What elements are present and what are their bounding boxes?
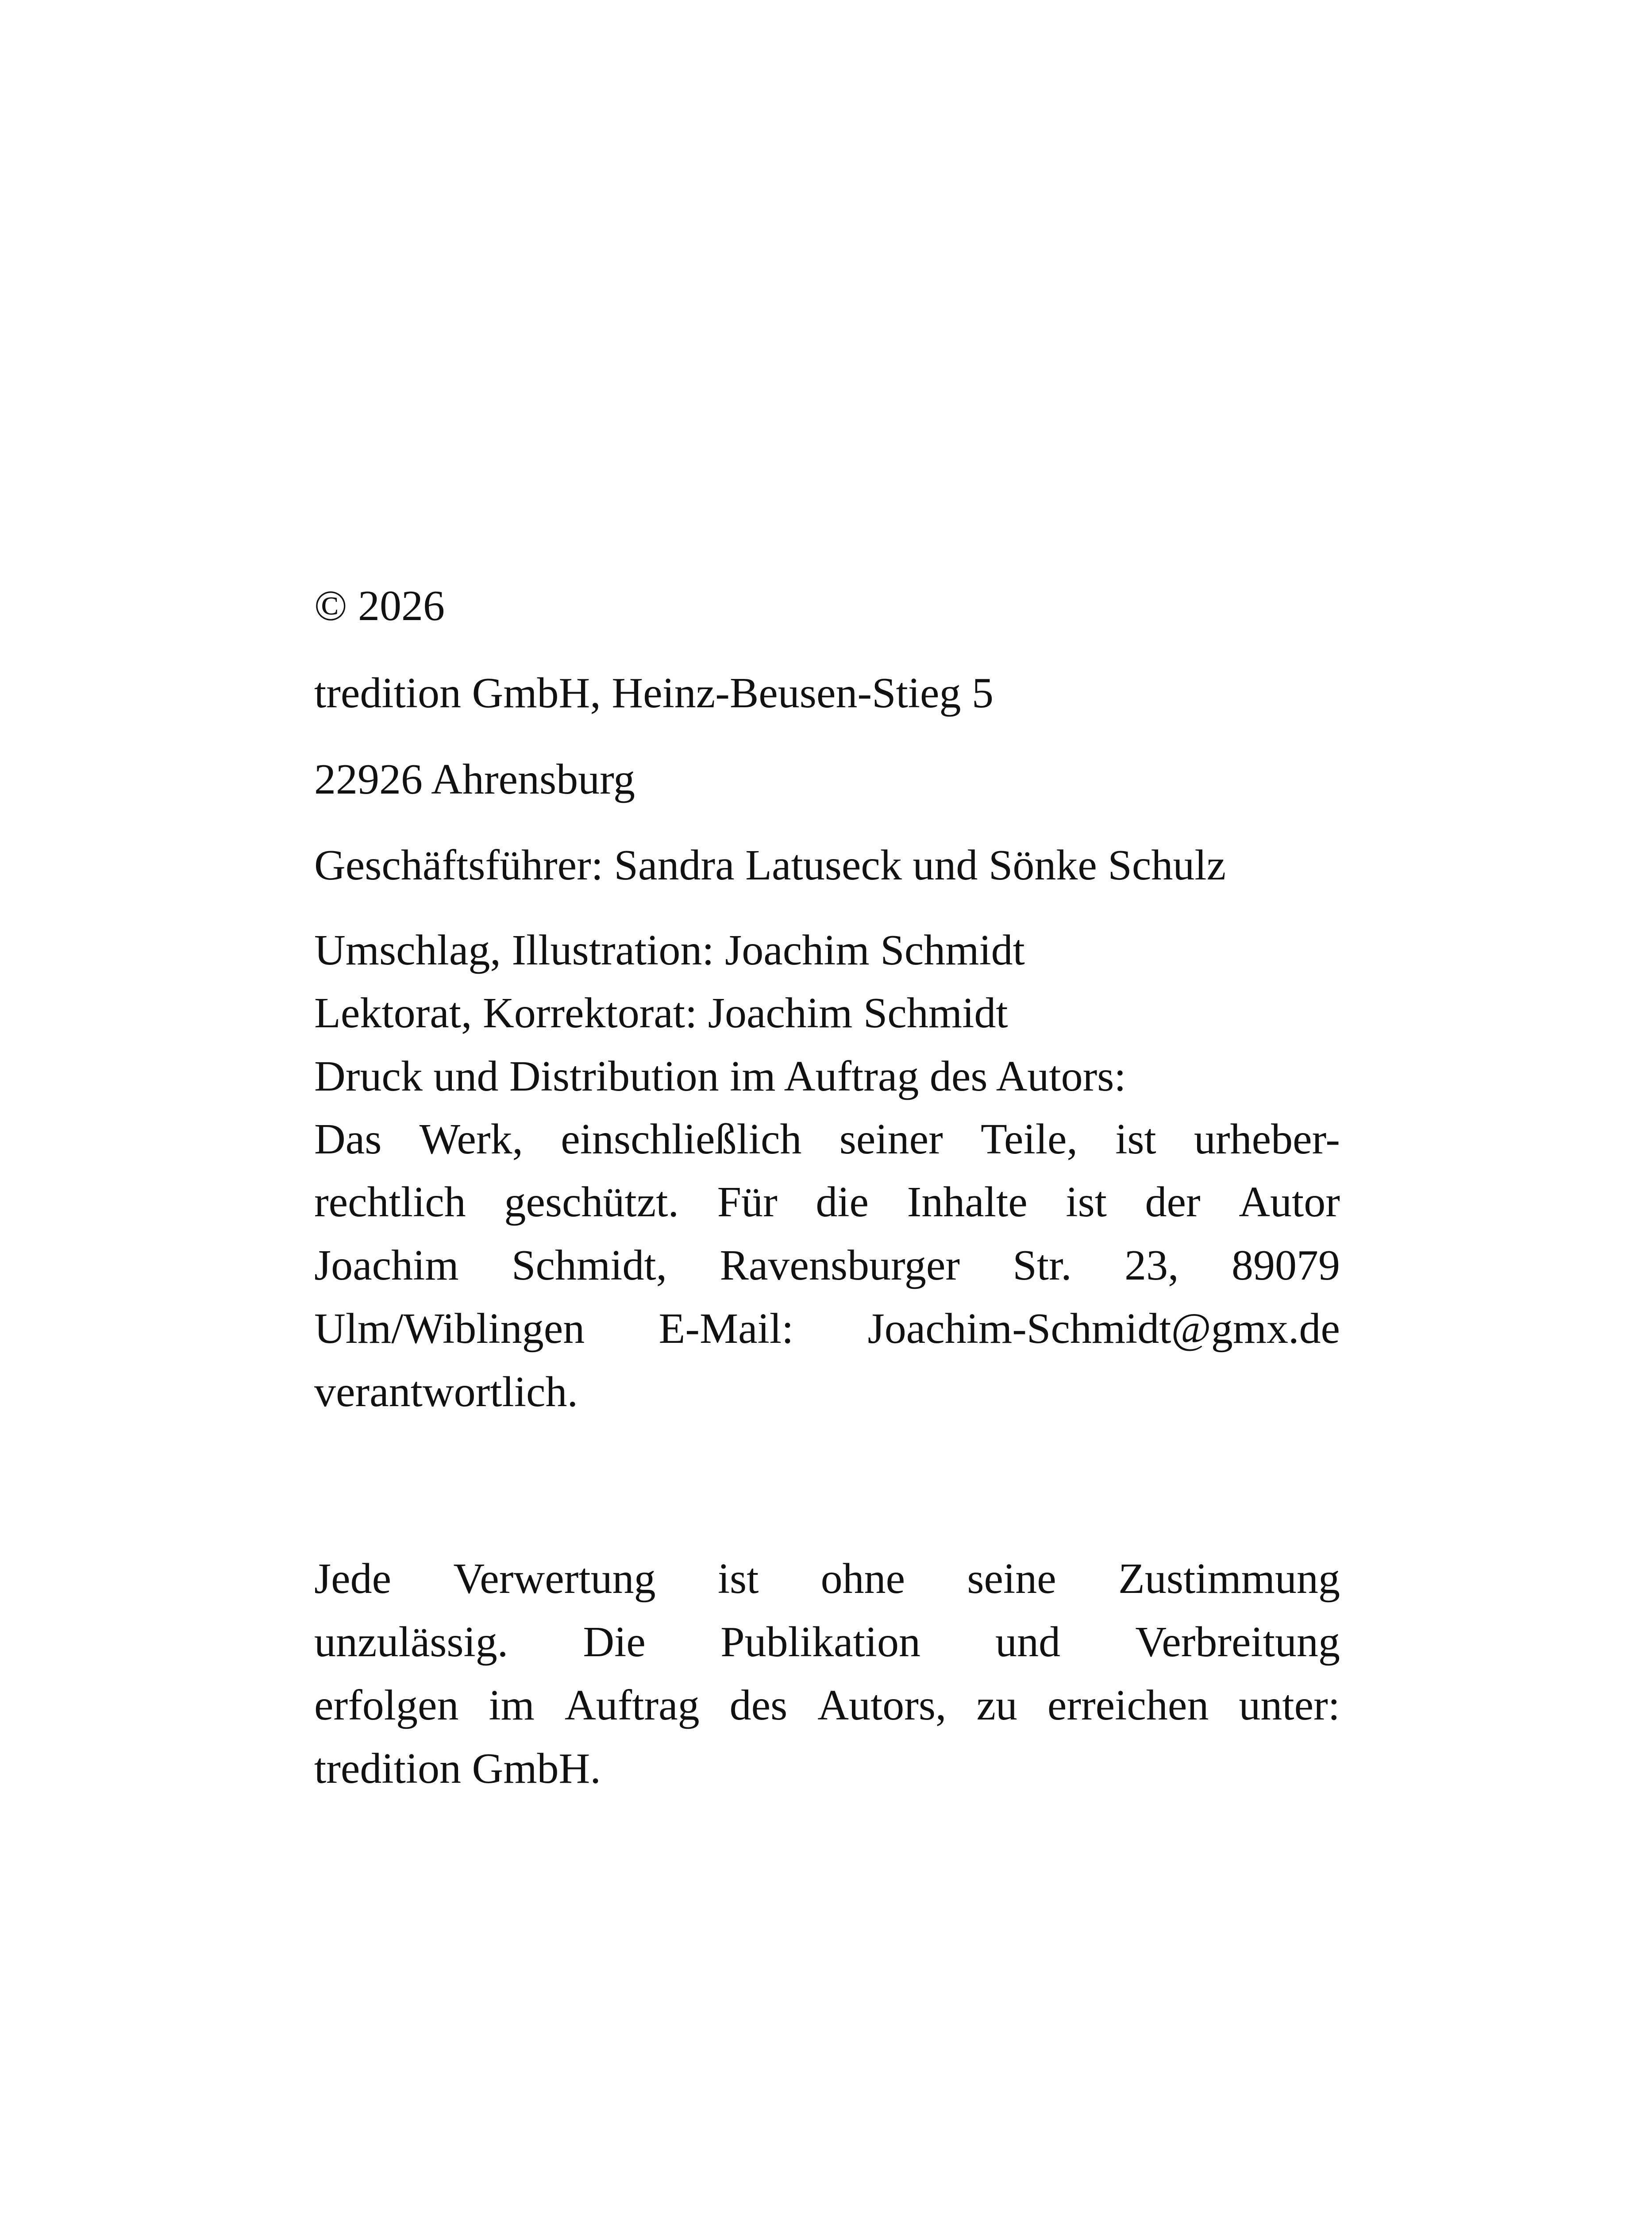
copyright-line: © 2026 [314,582,445,630]
usage-notice-line: erfolgen im Auftrag des Autors, zu erreichen unter: [314,1681,1340,1729]
postal-city: 22926 Ahrensburg [314,756,635,803]
usage-notice-last-line: tredition GmbH. [314,1745,601,1793]
copyright-notice-last-line: verantwortlich. [314,1368,578,1416]
copyright-notice-line: Das Werk, einschließlich seiner Teile, ist urheber- [314,1115,1340,1163]
usage-notice-line: unzulässig. Die Publikation und Verbreitung [314,1618,1340,1666]
author-email: Joachim-Schmidt@gmx.de [867,1305,1340,1353]
copyright-notice-line: Joachim Schmidt, Ravensburger Str. 23, 89079 [314,1241,1340,1289]
usage-notice-line: Jede Verwertung ist ohne seine Zustimmung [314,1555,1340,1603]
copyright-notice-line: Ulm/Wiblingen E-Mail: Joachim-Schmidt@gmx.de [314,1305,1340,1353]
publisher-address: tredition GmbH, Heinz-Beusen-Stieg 5 [314,669,994,717]
copyright-notice-line: rechtlich geschützt. Für die Inhalte ist der Autor [314,1178,1340,1226]
editing-credit: Lektorat, Korrektorat: Joachim Schmidt [314,989,1008,1037]
managing-directors: Geschäftsführer: Sandra Latuseck und Sönke Schulz [314,841,1226,889]
cover-illustration-credit: Umschlag, Illustration: Joachim Schmidt [314,926,1025,974]
print-distribution: Druck und Distribution im Auftrag des Autors: [314,1053,1126,1100]
